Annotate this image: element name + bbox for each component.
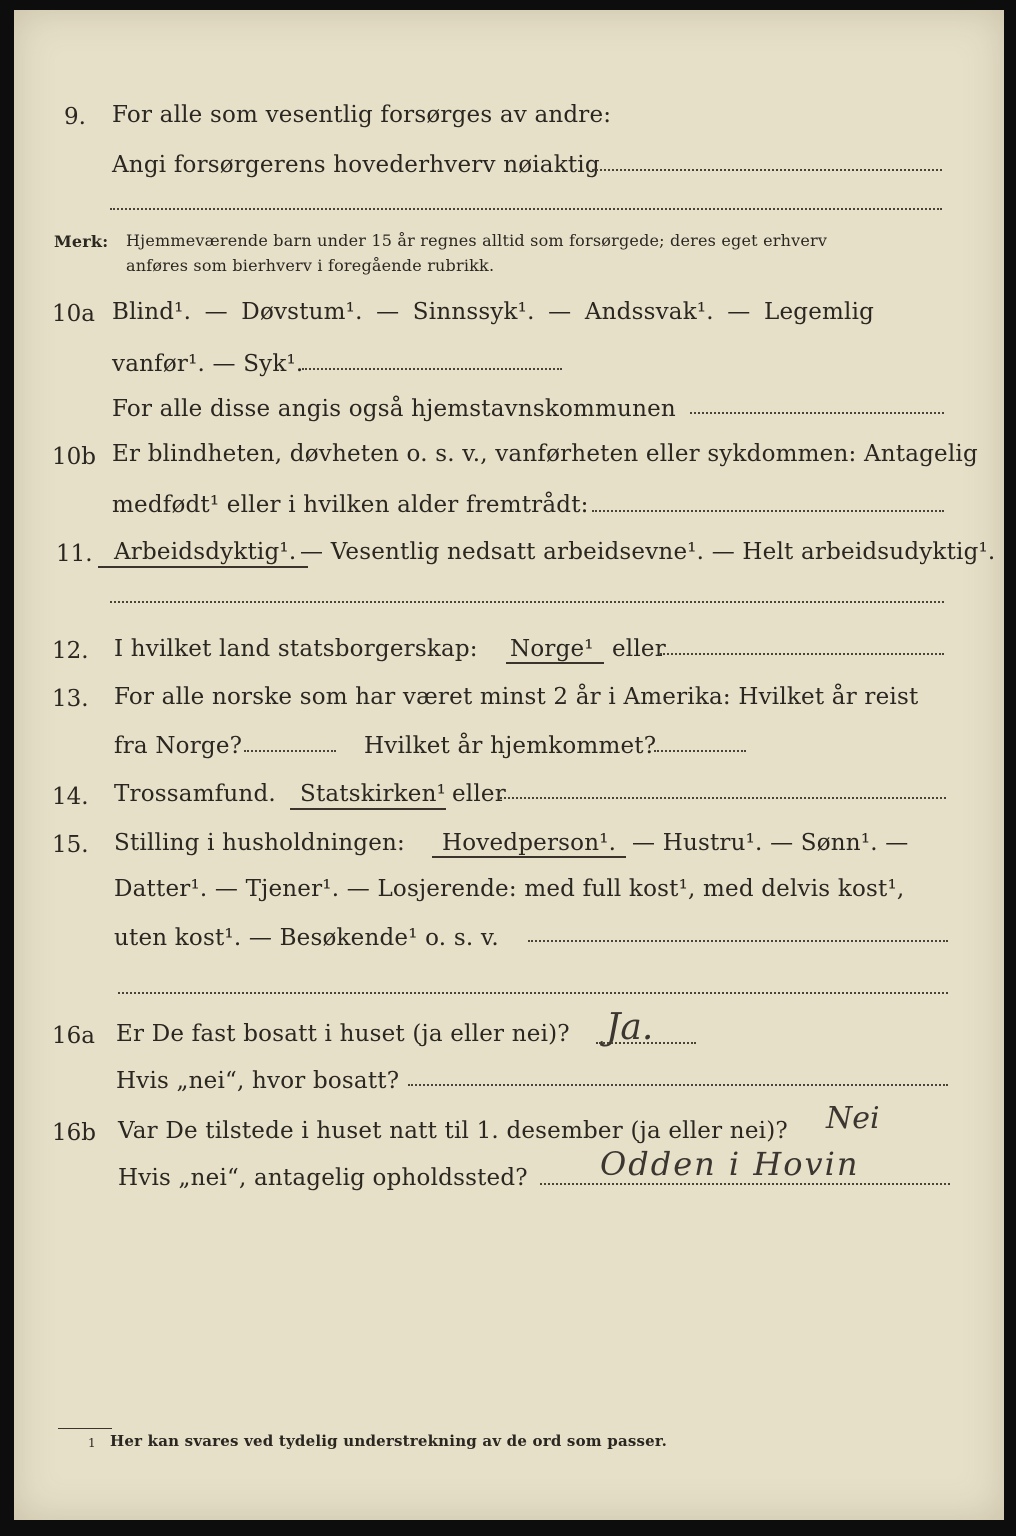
q10a-hjemstavn-line[interactable]: [690, 412, 944, 414]
q15-underline-mark: [432, 856, 626, 858]
q10a-number: 10a: [52, 301, 95, 327]
q16a-line1: Er De fast bosatt i huset (ja eller nei)?: [116, 1021, 570, 1047]
q16b-number: 16b: [52, 1120, 96, 1146]
q15-line3: uten kost¹. — Besøkende¹ o. s. v.: [114, 925, 499, 951]
q9-line2: Angi forsørgerens hovederhverv nøiaktig: [112, 152, 600, 178]
q10a-line1: Blind¹. — Døvstum¹. — Sinnssyk¹. — Andssvak¹. — Legemlig: [112, 299, 875, 325]
q10b-line1: Er blindheten, døvheten o. s. v., vanførheten eller sykdommen: Antagelig: [112, 441, 978, 467]
q16b-line1: Var De tilstede i huset natt til 1. desember (ja eller nei)?: [118, 1118, 788, 1144]
q10a-line2: vanfør¹. — Syk¹.: [112, 351, 304, 377]
merk-line2: anføres som bierhverv i foregående rubrikk.: [126, 256, 495, 275]
q9-answer-line[interactable]: [592, 169, 942, 171]
q12-prefix: I hvilket land statsborgerskap:: [114, 636, 478, 662]
q9-number: 9.: [64, 104, 86, 130]
q14-underline-mark: [290, 808, 446, 810]
merk-line1: Hjemmeværende barn under 15 år regnes alltid som forsørgede; deres eget erhverv: [126, 231, 828, 250]
q9-line1: For alle som vesentlig forsørges av andre:: [112, 102, 612, 128]
q11-rest: — Vesentlig nedsatt arbeidsevne¹. — Helt arbeidsudyktig¹.: [300, 539, 996, 565]
q16b-handwritten-answer: Nei: [826, 1101, 880, 1136]
q13-reist-line[interactable]: [244, 750, 336, 752]
merk-label: Merk:: [54, 232, 109, 251]
q10b-line2: medfødt¹ eller i hvilken alder fremtrådt:: [112, 492, 589, 518]
q9-answer-line-2[interactable]: [110, 208, 942, 210]
q15-line1-rest: — Hustru¹. — Sønn¹. —: [632, 830, 909, 856]
q16a-number: 16a: [52, 1023, 95, 1049]
q14-prefix: Trossamfund.: [114, 781, 276, 807]
q14-option-statskirken[interactable]: Statskirken¹: [300, 781, 447, 807]
q16a-line2: Hvis „nei“, hvor bosatt?: [116, 1068, 400, 1094]
footnote-mark: 1: [88, 1436, 96, 1450]
q13-number: 13.: [52, 686, 89, 712]
q11-option-arbeidsdyktig[interactable]: Arbeidsdyktig¹.: [114, 539, 297, 565]
q15-number: 15.: [52, 832, 89, 858]
q11-answer-line[interactable]: [110, 601, 944, 603]
q16b-answer-line[interactable]: [540, 1183, 950, 1185]
q10b-answer-line[interactable]: [592, 510, 944, 512]
q10a-line3: For alle disse angis også hjemstavnskommunen: [112, 396, 676, 422]
q14-number: 14.: [52, 784, 89, 810]
q12-suffix: eller: [612, 636, 666, 662]
q14-answer-line[interactable]: [500, 797, 946, 799]
footnote-rule: [58, 1428, 112, 1429]
q16a-answer-line[interactable]: [596, 1042, 696, 1044]
q16a-bosatt-line[interactable]: [408, 1084, 948, 1086]
q15-option-hovedperson[interactable]: Hovedperson¹.: [442, 830, 617, 856]
q12-answer-line[interactable]: [660, 653, 944, 655]
q15-answer-line[interactable]: [528, 940, 948, 942]
q12-option-norge[interactable]: Norge¹: [510, 636, 594, 662]
q15-answer-line-2[interactable]: [118, 992, 948, 994]
q15-prefix: Stilling i husholdningen:: [114, 830, 405, 856]
q13-hjemkommet-line[interactable]: [654, 750, 746, 752]
q12-number: 12.: [52, 638, 89, 664]
q16b-line2: Hvis „nei“, antagelig opholdssted?: [118, 1165, 528, 1191]
q12-underline-mark: [506, 662, 604, 664]
q13-line1: For alle norske som har været minst 2 år i Amerika: Hvilket år reist: [114, 684, 919, 710]
q14-suffix: eller: [452, 781, 506, 807]
footnote-text: Her kan svares ved tydelig understrekning av de ord som passer.: [110, 1432, 668, 1450]
q15-line2: Datter¹. — Tjener¹. — Losjerende: med full kost¹, med delvis kost¹,: [114, 876, 905, 902]
q13-line2a: fra Norge?: [114, 733, 243, 759]
q11-underline-mark: [98, 566, 308, 568]
q13-line2b: Hvilket år hjemkommet?: [364, 733, 657, 759]
q11-number: 11.: [56, 541, 93, 567]
q10a-answer-line[interactable]: [302, 368, 562, 370]
q10b-number: 10b: [52, 444, 96, 470]
q16b-handwritten-place: Odden i Hovin: [600, 1145, 860, 1183]
q16a-handwritten-answer: Ja.: [606, 1007, 654, 1048]
